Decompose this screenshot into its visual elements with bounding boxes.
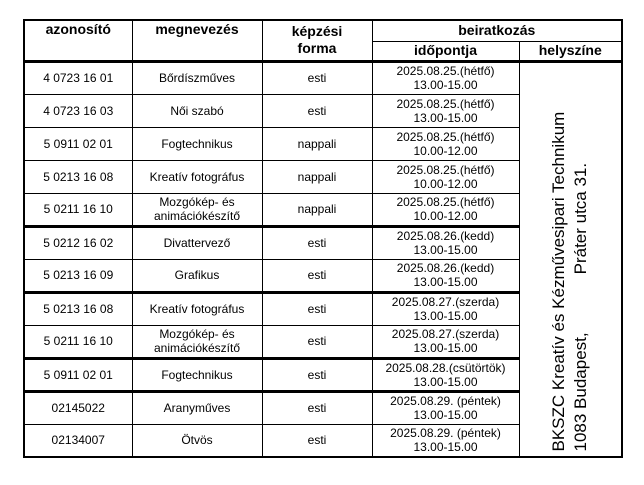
- date-text: 2025.08.25.(hétfő): [396, 162, 495, 177]
- cell-kepzesi-forma: esti: [262, 325, 372, 358]
- date-text: 2025.08.27.(szerda): [391, 295, 500, 309]
- cell-azonosito: 5 0911 02 01: [24, 358, 132, 391]
- date-text: 2025.08.28.(csütörtök): [385, 360, 506, 375]
- cell-megnevezes: [132, 391, 262, 424]
- cell-kepzesi-forma: esti: [262, 226, 372, 259]
- cell-kepzesi-forma: esti: [262, 94, 372, 127]
- cell-kepzesi-forma: esti: [262, 61, 372, 94]
- cell-azonosito: 5 0212 16 02: [24, 226, 132, 259]
- date-text: 2025.08.29. (péntek): [390, 394, 501, 408]
- name-line1: Ötvös: [181, 433, 213, 448]
- cell-azonosito: 5 0213 16 08: [24, 160, 132, 193]
- cell-azonosito: 4 0723 16 01: [24, 61, 132, 94]
- name-line2: animációkészítő: [153, 209, 241, 223]
- time-text: 13.00-15.00: [413, 309, 478, 323]
- name-line1: Grafikus: [174, 268, 220, 282]
- cell-idopontja: [372, 424, 519, 457]
- date-text: 2025.08.25.(hétfő): [396, 129, 495, 144]
- date-text: 2025.08.25.(hétfő): [396, 64, 495, 78]
- cell-megnevezes: [132, 94, 262, 127]
- cell-megnevezes: [132, 160, 262, 193]
- header-helyszine: helyszíne: [519, 41, 622, 61]
- time-text: 13.00-15.00: [413, 408, 478, 422]
- location-street: Práter utca 31.: [571, 163, 591, 275]
- enrollment-table: [23, 19, 623, 458]
- cell-idopontja: [372, 358, 519, 391]
- name-line1: Fogtechnikus: [161, 136, 233, 151]
- cell-azonosito: 4 0723 16 03: [24, 94, 132, 127]
- location-city: 1083 Budapest,: [571, 332, 591, 452]
- table-row: [24, 61, 622, 94]
- name-line1: Fogtechnikus: [161, 367, 233, 382]
- time-text: 10.00-12.00: [413, 209, 478, 223]
- cell-idopontja: [372, 292, 519, 325]
- cell-idopontja: [372, 61, 519, 94]
- cell-azonosito: 02145022: [24, 391, 132, 424]
- date-text: 2025.08.26.(kedd): [396, 261, 495, 275]
- location-text: [548, 67, 592, 452]
- header-azonosito: azonosító: [24, 20, 132, 61]
- time-text: 13.00-15.00: [413, 243, 478, 257]
- time-text: 13.00-15.00: [413, 374, 478, 389]
- time-text: 13.00-15.00: [413, 78, 478, 92]
- header-megnevezes: megnevezés: [132, 20, 262, 61]
- cell-kepzesi-forma: esti: [262, 358, 372, 391]
- date-text: 2025.08.29. (péntek): [390, 426, 501, 441]
- name-line1: Kreatív fotográfus: [149, 169, 245, 184]
- name-line1: Divattervező: [163, 236, 231, 250]
- cell-azonosito: 5 0213 16 08: [24, 292, 132, 325]
- time-text: 13.00-15.00: [413, 110, 478, 125]
- time-text: 13.00-15.00: [413, 275, 478, 289]
- cell-kepzesi-forma: nappali: [262, 127, 372, 160]
- cell-megnevezes: [132, 259, 262, 292]
- location-school: BKSZC Kreatív és Kézművesipari Technikum: [549, 111, 569, 452]
- cell-idopontja: [372, 94, 519, 127]
- header-kepzesi-line2: forma: [297, 40, 337, 57]
- location-address: [570, 67, 592, 452]
- cell-kepzesi-forma: esti: [262, 391, 372, 424]
- cell-megnevezes: [132, 127, 262, 160]
- header-beiratkozas: beiratkozás: [372, 20, 622, 41]
- cell-idopontja: [372, 391, 519, 424]
- cell-idopontja: [372, 325, 519, 358]
- name-line1: Aranyműves: [163, 401, 231, 415]
- name-line1: Kreatív fotográfus: [149, 302, 245, 316]
- cell-megnevezes: [132, 193, 262, 226]
- name-line1: Női szabó: [170, 103, 224, 118]
- cell-idopontja: [372, 160, 519, 193]
- cell-megnevezes: [132, 358, 262, 391]
- cell-idopontja: [372, 226, 519, 259]
- name-line1: Mozgókép- és: [159, 195, 235, 209]
- time-text: 10.00-12.00: [413, 143, 478, 158]
- date-text: 2025.08.27.(szerda): [391, 327, 500, 341]
- cell-megnevezes: [132, 292, 262, 325]
- name-line1: Mozgókép- és: [159, 327, 235, 341]
- date-text: 2025.08.26.(kedd): [396, 229, 495, 243]
- time-text: 13.00-15.00: [413, 341, 478, 355]
- cell-azonosito: 5 0911 02 01: [24, 127, 132, 160]
- date-text: 2025.08.25.(hétfő): [396, 195, 495, 209]
- name-line2: animációkészítő: [153, 341, 241, 355]
- header-idopontja: időpontja: [372, 41, 519, 61]
- cell-megnevezes: [132, 226, 262, 259]
- cell-megnevezes: [132, 424, 262, 457]
- cell-kepzesi-forma: nappali: [262, 160, 372, 193]
- cell-idopontja: [372, 193, 519, 226]
- date-text: 2025.08.25.(hétfő): [396, 96, 495, 111]
- cell-megnevezes: [132, 61, 262, 94]
- cell-kepzesi-forma: nappali: [262, 193, 372, 226]
- cell-azonosito: 5 0211 16 10: [24, 193, 132, 226]
- cell-helyszine: [519, 61, 622, 457]
- cell-idopontja: [372, 127, 519, 160]
- cell-kepzesi-forma: esti: [262, 424, 372, 457]
- header-kepzesi-line1: képzési: [291, 23, 343, 40]
- cell-idopontja: [372, 259, 519, 292]
- cell-azonosito: 5 0211 16 10: [24, 325, 132, 358]
- cell-kepzesi-forma: esti: [262, 292, 372, 325]
- time-text: 10.00-12.00: [413, 176, 478, 191]
- cell-azonosito: 5 0213 16 09: [24, 259, 132, 292]
- table-body: [24, 61, 622, 457]
- header-kepzesi-forma: [262, 20, 372, 61]
- cell-megnevezes: [132, 325, 262, 358]
- name-line1: Bőrdíszműves: [158, 71, 236, 85]
- time-text: 13.00-15.00: [413, 440, 478, 455]
- cell-kepzesi-forma: esti: [262, 259, 372, 292]
- cell-azonosito: 02134007: [24, 424, 132, 457]
